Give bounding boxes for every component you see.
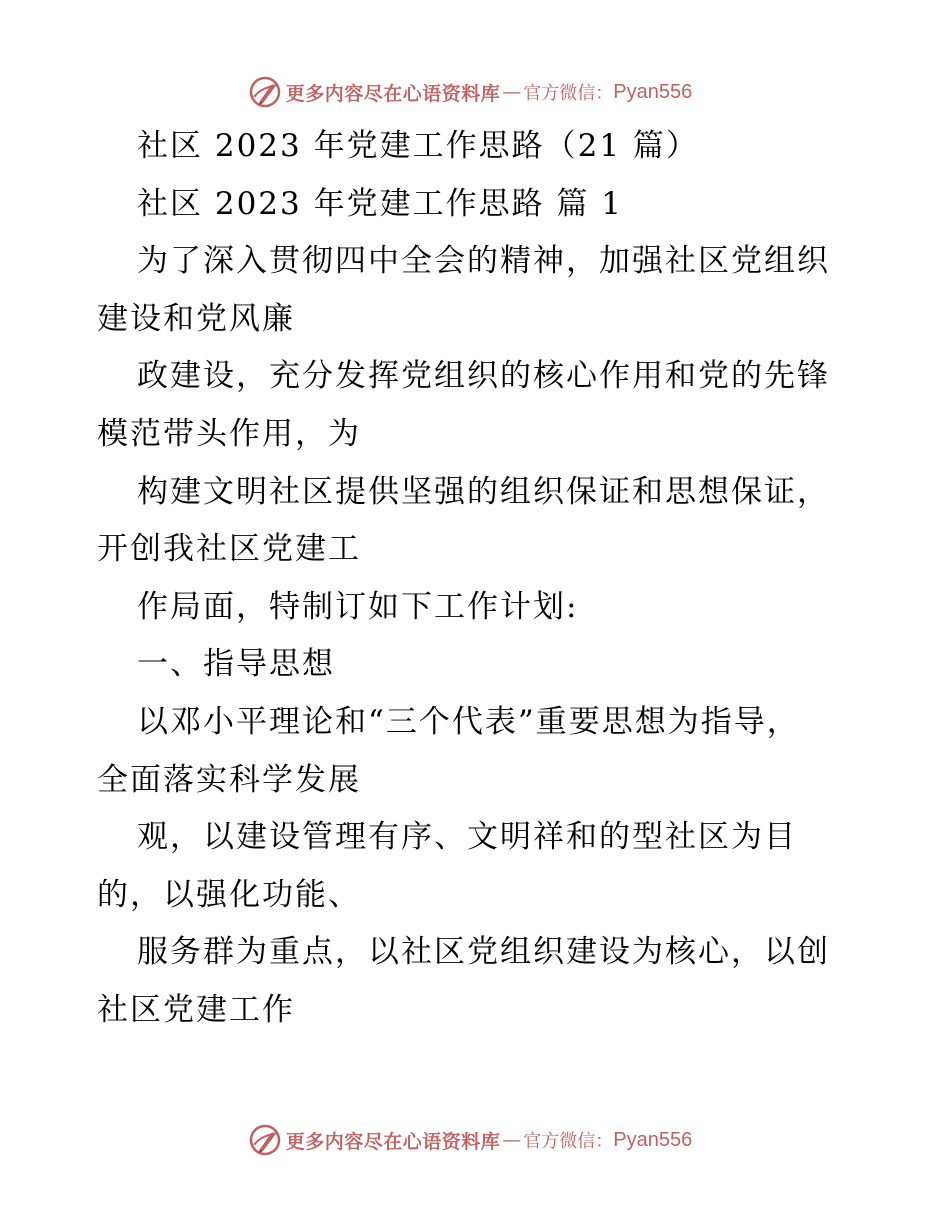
header-wechat-label: 官方微信： xyxy=(523,83,614,104)
paragraph-line: 社区党建工作 xyxy=(97,991,295,1028)
footer-banner-content xyxy=(248,1123,692,1157)
paragraph-line: 以邓小平理论和“三个代表”重要思想为指导， xyxy=(137,703,800,740)
header-banner-separator: — xyxy=(502,81,522,103)
footer-banner-separator: — xyxy=(502,1129,522,1151)
document-title: 社区 2023 年党建工作思路（21 篇） xyxy=(137,128,699,164)
header-banner-content xyxy=(248,75,692,109)
paragraph-line: 服务群为重点，以社区党组织建设为核心，以创 xyxy=(137,934,830,971)
paragraph-line: 的，以强化功能、 xyxy=(97,876,361,913)
paragraph-lines xyxy=(97,233,857,1039)
paragraph-line: 为了深入贯彻四中全会的精神，加强社区党组织 xyxy=(137,243,830,280)
paragraph-line: 模范带头作用，为 xyxy=(97,415,361,452)
paragraph-line: 建设和党风廉 xyxy=(97,300,295,337)
paragraph-line: 开创我社区党建工 xyxy=(97,531,361,568)
header-wechat-id: Pyan556 xyxy=(613,80,693,103)
footer-wechat-id: Pyan556 xyxy=(613,1128,693,1151)
pen-logo-icon xyxy=(248,75,282,109)
header-banner-text: 更多内容尽在心语资料库 xyxy=(285,82,501,105)
paragraph-line: 政建设，充分发挥党组织的核心作用和党的先锋 xyxy=(137,358,830,395)
footer-banner xyxy=(0,1120,950,1160)
paragraph-line: 观，以建设管理有序、文明祥和的型社区为目 xyxy=(137,819,797,856)
pen-logo-icon xyxy=(248,1123,282,1157)
paragraph-line: 一、指导思想 xyxy=(137,646,335,683)
document-subtitle: 社区 2023 年党建工作思路 篇 1 xyxy=(137,185,624,222)
footer-banner-text: 更多内容尽在心语资料库 xyxy=(285,1130,501,1153)
document-body xyxy=(97,118,857,1040)
paragraph-line: 构建文明社区提供坚强的组织保证和思想保证， xyxy=(137,473,830,510)
paragraph-line: 全面落实科学发展 xyxy=(97,761,361,798)
header-banner xyxy=(0,72,950,112)
footer-wechat-label: 官方微信： xyxy=(523,1131,614,1152)
paragraph-line: 作局面，特制订如下工作计划: xyxy=(137,588,579,625)
